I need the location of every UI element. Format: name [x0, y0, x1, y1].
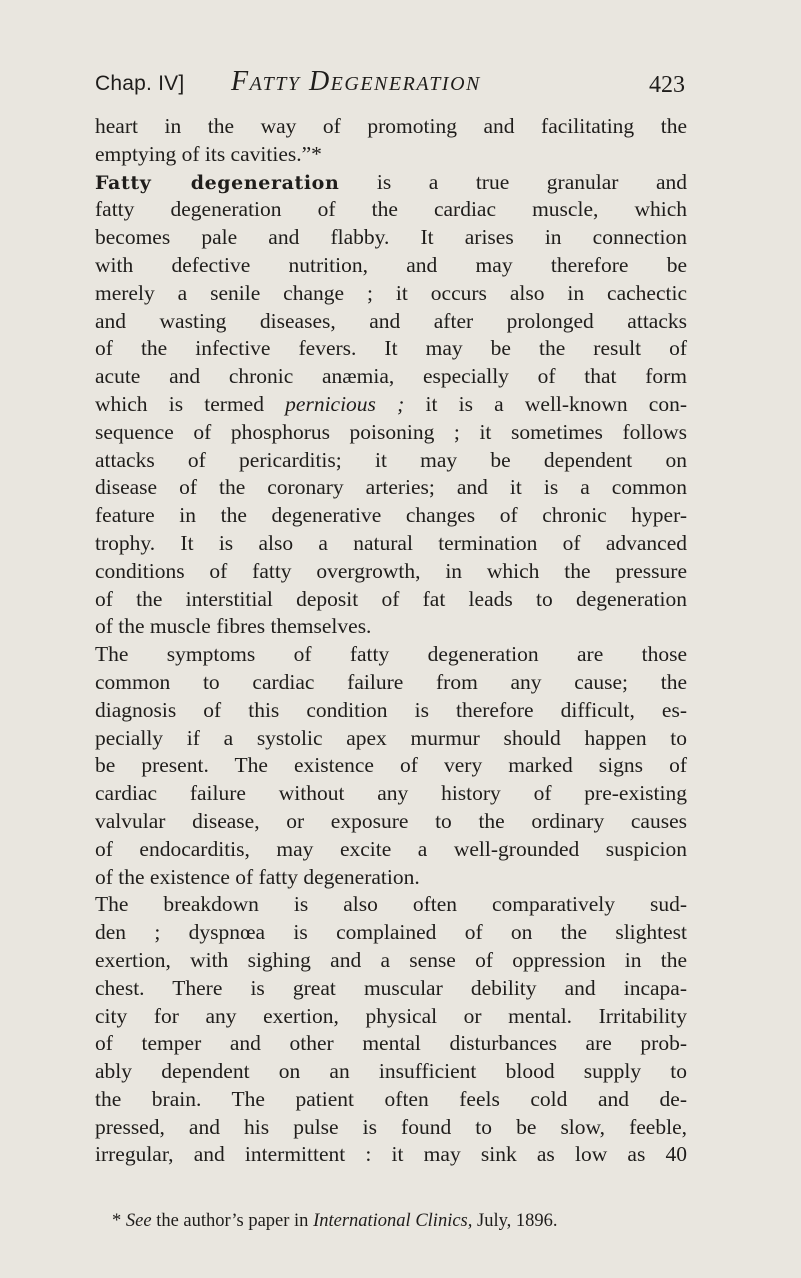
text-line [95, 669, 687, 697]
line-text: pressed, and his pulse is found to be slow, feeble, [95, 1114, 687, 1139]
text-line [95, 947, 687, 975]
line-text: and wasting diseases, and after prolonged attacks [95, 308, 687, 333]
line-text: trophy. It is also a natural termination of advanced [95, 530, 687, 555]
text-line [95, 1114, 687, 1142]
text-line [95, 196, 687, 224]
text-line [95, 1086, 687, 1114]
text-line [95, 752, 687, 780]
text-line [95, 641, 687, 669]
text-line [95, 558, 687, 586]
line-text: fatty degeneration of the cardiac muscle, which [95, 197, 687, 222]
text-line [95, 1141, 687, 1169]
page-number: 423 [649, 72, 685, 98]
line-text: irregular, and intermittent : it may sink as low as 40 [95, 1142, 687, 1167]
line-text: the brain. The patient often feels cold and de- [95, 1086, 687, 1111]
line-text: ably dependent on an insufficient blood supply to [95, 1059, 687, 1084]
line-text: exertion, with sighing and a sense of oppression in the [95, 947, 687, 972]
line-text: be present. The existence of very marked signs of [95, 753, 687, 778]
footnote-see: See [125, 1211, 152, 1231]
line-text: common to cardiac failure from any cause; the [95, 669, 687, 694]
running-title: Fatty Degeneration [231, 66, 481, 97]
text-line [95, 864, 687, 892]
text-line [95, 1003, 687, 1031]
line-text: of the infective fevers. It may be the result of [95, 336, 687, 361]
line-text: valvular disease, or exposure to the ordinary causes [95, 808, 687, 833]
text-line [95, 141, 687, 169]
line-text: of the existence of fatty degeneration. [95, 864, 420, 889]
line-text: heart in the way of promoting and facilitating the [95, 114, 687, 138]
line-text: cardiac failure without any history of pre-existing [95, 781, 687, 806]
line-text: merely a senile change ; it occurs also in cachectic [95, 280, 687, 305]
bold-term: Fatty degeneration [95, 171, 340, 194]
text-line [95, 613, 687, 641]
line-text: den ; dyspnœa is complained of on the slightest [95, 920, 687, 945]
text-line [95, 419, 687, 447]
line-text: of endocarditis, may excite a well-grounded suspicion [95, 836, 687, 861]
line-text: acute and chronic anæmia, especially of that form [95, 364, 687, 389]
text-line [95, 586, 687, 614]
line-text: sequence of phosphorus poisoning ; it sometimes follows [95, 419, 687, 444]
text-line [95, 1058, 687, 1086]
line-text: pecially if a systolic apex murmur should happen to [95, 725, 687, 750]
line-text: chest. There is great muscular debility and incapa- [95, 975, 687, 1000]
text-line [95, 335, 687, 363]
text-line [95, 224, 687, 252]
text-line [95, 280, 687, 308]
page-header [95, 66, 685, 106]
text-line [95, 113, 687, 141]
text-line [95, 836, 687, 864]
text-line [95, 252, 687, 280]
footnote-journal: International Clinics, [313, 1211, 473, 1231]
text-line [95, 808, 687, 836]
text-line [95, 919, 687, 947]
line-text: of the interstitial deposit of fat leads to degeneration [95, 586, 687, 611]
line-text: conditions of fatty overgrowth, in which the pressure [95, 558, 687, 583]
line-text: The symptoms of fatty degeneration are those [95, 642, 687, 667]
line-text: feature in the degenerative changes of chronic hyper- [95, 503, 687, 528]
chapter-label: Chap. IV] [95, 72, 185, 95]
line-text: attacks of pericarditis; it may be dependent on [95, 447, 687, 472]
line-text: with defective nutrition, and may therefore be [95, 252, 687, 277]
text-line [95, 725, 687, 753]
line-text: emptying of its cavities.”* [95, 141, 322, 166]
footnote-date: July, 1896. [472, 1211, 558, 1231]
text-line [95, 169, 687, 197]
text-line [95, 975, 687, 1003]
text-line [95, 308, 687, 336]
text-line [95, 447, 687, 475]
text-line [95, 391, 687, 419]
footnote [112, 1209, 672, 1233]
text-line [95, 780, 687, 808]
italic-term: pernicious ; [285, 391, 405, 416]
footnote-text: the author’s paper in [151, 1211, 314, 1231]
line-text: is a true granular and [339, 169, 687, 194]
line-text: of temper and other mental disturbances are prob- [95, 1031, 687, 1056]
line-text: diagnosis of this condition is therefore difficult, es- [95, 697, 687, 722]
line-text: of the muscle fibres themselves. [95, 614, 372, 639]
body-text [95, 113, 687, 1169]
footnote-marker: * [112, 1211, 126, 1231]
text-line [95, 697, 687, 725]
line-text: becomes pale and flabby. It arises in connection [95, 225, 687, 250]
line-text: The breakdown is also often comparatively sud- [95, 892, 687, 917]
text-line [95, 530, 687, 558]
text-line [95, 474, 687, 502]
text-line [95, 891, 687, 919]
line-text: which is termed [95, 391, 286, 416]
line-text: city for any exertion, physical or mental. Irritability [95, 1003, 687, 1028]
line-text: it is a well-known con- [404, 391, 687, 416]
text-line [95, 502, 687, 530]
line-text: disease of the coronary arteries; and it is a common [95, 475, 687, 500]
text-line [95, 363, 687, 391]
text-line [95, 1030, 687, 1058]
